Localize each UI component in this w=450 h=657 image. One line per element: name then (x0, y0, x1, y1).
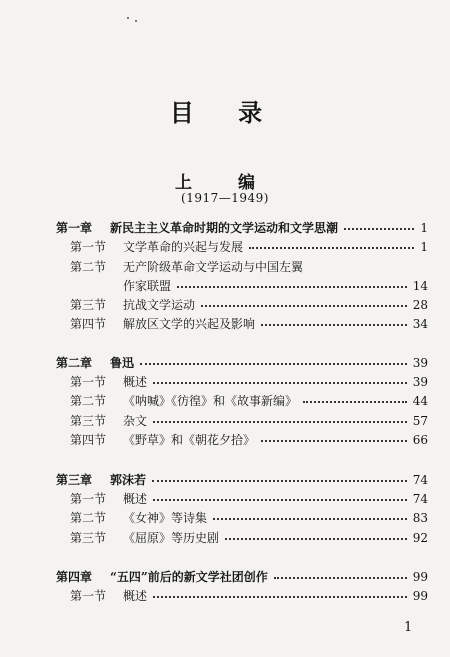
toc-entry-title: 《呐喊》《彷徨》和《故事新编》 (123, 394, 298, 408)
toc-entry-page: 1 (420, 240, 428, 254)
toc-entry-label: 第一节 (70, 589, 107, 603)
dot-leader (261, 440, 407, 442)
toc-section-row (0, 490, 450, 508)
scan-speck (135, 20, 137, 22)
toc-section-row (0, 296, 450, 314)
toc-entry-title: 文学革命的兴起与发展 (123, 240, 244, 254)
toc-section-row (0, 529, 450, 547)
part-years: (1917—1949) (181, 191, 269, 205)
toc-section-row (0, 258, 450, 276)
toc-entry-title: 作家联盟 (123, 279, 172, 293)
toc-entry-label: 第二节 (70, 394, 107, 408)
toc-section-row (0, 238, 450, 256)
toc-entry-label: 第二节 (70, 511, 107, 525)
toc-section-row (0, 392, 450, 410)
toc-entry-title: 《女神》等诗集 (123, 511, 208, 525)
dot-leader (153, 596, 407, 598)
toc-section-row (0, 315, 450, 333)
toc-entry-title: 《野草》和《朝花夕拾》 (123, 433, 256, 447)
toc-entry-label: 第二节 (70, 260, 107, 274)
toc-entry-page: 34 (412, 317, 428, 331)
toc-section-row (0, 373, 450, 391)
dot-leader (177, 286, 407, 288)
toc-entry-page: 1 (420, 221, 428, 235)
toc-section-row (0, 509, 450, 527)
toc-entry-label: 第三节 (70, 414, 107, 428)
dot-leader (344, 228, 414, 230)
toc-section-row (0, 412, 450, 430)
toc-entry-label: 第二章 (56, 356, 93, 370)
toc-entry-page: 99 (412, 589, 428, 603)
toc-entry-page: 57 (412, 414, 428, 428)
toc-chapter-row (0, 471, 450, 489)
toc-entry-label: 第一节 (70, 240, 107, 254)
toc-entry-label: 第四节 (70, 317, 107, 331)
dot-leader (153, 382, 407, 384)
part-title: 上 编 (175, 173, 275, 193)
page-title: 目 录 (169, 98, 281, 127)
toc-chapter-row (0, 219, 450, 237)
toc-entry-page: 39 (412, 375, 428, 389)
dot-leader (249, 247, 414, 249)
toc-section-row (0, 587, 450, 605)
toc-section-row (0, 431, 450, 449)
toc-entry-page: 74 (412, 492, 428, 506)
toc-entry-page: 44 (412, 394, 428, 408)
toc-entry-title: 概述 (123, 589, 148, 603)
dot-leader (140, 363, 407, 365)
dot-leader (153, 499, 407, 501)
toc-entry-page: 39 (412, 356, 428, 370)
toc-entry-page: 66 (412, 433, 428, 447)
toc-entry-title: 概述 (123, 375, 148, 389)
page-number: 1 (404, 620, 413, 635)
dot-leader (225, 538, 407, 540)
toc-entry-title: 《屈原》等历史剧 (123, 531, 220, 545)
toc-entry-title: 概述 (123, 492, 148, 506)
toc-entry-title: 无产阶级革命文学运动与中国左翼 (123, 260, 304, 274)
toc-entry-label: 第四章 (56, 570, 93, 584)
toc-entry-title: 新民主主义革命时期的文学运动和文学思潮 (110, 221, 339, 235)
toc-entry-title: 解放区文学的兴起及影响 (123, 317, 256, 331)
toc-section-row (0, 277, 450, 295)
toc-entry-title: 抗战文学运动 (123, 298, 196, 312)
toc-entry-label: 第一节 (70, 492, 107, 506)
toc-entry-page: 74 (412, 473, 428, 487)
scan-speck (127, 17, 129, 19)
dot-leader (201, 305, 407, 307)
dot-leader (153, 421, 407, 423)
toc-entry-label: 第三节 (70, 531, 107, 545)
dot-leader (303, 401, 407, 403)
toc-entry-title: “五四”前后的新文学社团创作 (110, 570, 268, 584)
toc-entry-label: 第三节 (70, 298, 107, 312)
toc-chapter-row (0, 354, 450, 372)
toc-entry-label: 第四节 (70, 433, 107, 447)
toc-entry-page: 28 (412, 298, 428, 312)
toc-entry-label: 第三章 (56, 473, 93, 487)
toc-chapter-row (0, 568, 450, 586)
dot-leader (152, 480, 407, 482)
toc-entry-label: 第一节 (70, 375, 107, 389)
toc-entry-page: 92 (412, 531, 428, 545)
dot-leader (274, 577, 407, 579)
toc-entry-page: 83 (412, 511, 428, 525)
toc-entry-title: 郭沫若 (110, 473, 147, 487)
toc-entry-page: 14 (412, 279, 428, 293)
dot-leader (261, 324, 407, 326)
toc-entry-title: 杂文 (123, 414, 148, 428)
dot-leader (213, 518, 407, 520)
toc-entry-title: 鲁迅 (110, 356, 135, 370)
toc-entry-page: 99 (412, 570, 428, 584)
toc-entry-label: 第一章 (56, 221, 93, 235)
